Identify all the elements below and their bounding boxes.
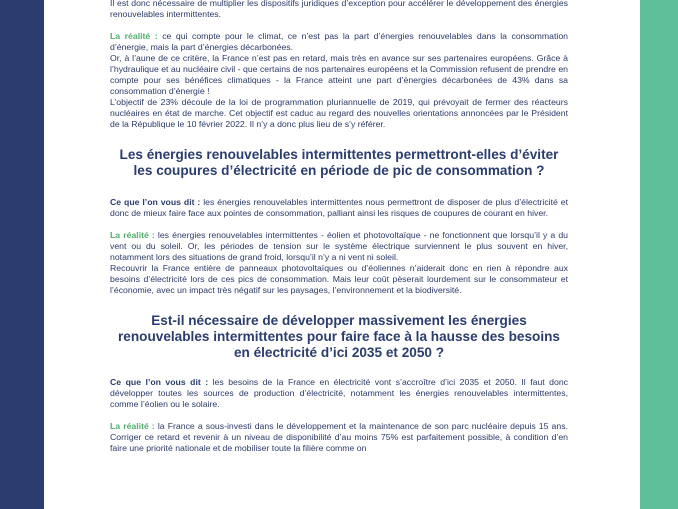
section-2-heading: Les énergies renouvelables intermittentes permettront-elles d’éviter les coupures d’électricité en période de pic de consommation ? bbox=[119, 147, 559, 178]
right-green-stripe bbox=[640, 0, 678, 509]
reality-paragraph-1: La réalité : ce qui compte pour le climat, ce n’est pas la part d’énergies renouvelables dans la consommation d’énergie, mais la part d’énergies décarbonées. bbox=[110, 31, 568, 52]
said-paragraph-2: Ce que l’on vous dit : les énergies renouvelables intermittentes nous permettront de disposer de plus d’électricité et donc de mieux faire face aux pointes de consommation, palliant ainsi les risques de coupures de courant en hiver. bbox=[110, 197, 569, 218]
said-label: Ce que l’on vous dit : bbox=[110, 197, 201, 207]
said-label: Ce que l’on vous dit : bbox=[110, 377, 209, 387]
reality-paragraph-6: La réalité : la France a sous-investi dans le développement et la maintenance de son parc nucléaire depuis 15 ans. Corriger ce retard et revenir à un niveau de disponibilité d’au moins 75% est parfaitement possible, à condition d’en faire une priorité nationale et de mobiliser toute la filière comme on bbox=[110, 421, 568, 453]
intro-paragraph: Il est donc nécessaire de multiplier les dispositifs juridiques d’exception pour accélérer le développement des énergies renouvelables intermittentes. bbox=[110, 0, 568, 19]
reality-paragraph-4: La réalité : les énergies renouvelables intermittentes - éolien et photovoltaïque - ne fonctionnent que lorsqu’il y a du vent ou du soleil. Or, les périodes de tension sur le système électrique surviennent le plus souvent en hiver, notamment lors des situations de grand froid, lorsqu’il n’y a ni vent ni soleil. bbox=[110, 230, 568, 262]
reality-paragraph-2: Or, à l’aune de ce critère, la France n’est pas en retard, mais très en avance sur ses partenaires européens. Grâce à l’hydraulique et au nucléaire civil - que certains de nos partenaires européens et la Commission refusent de prendre en compte pour ses bénéfices climatiques - la France atteint une part d’énergies décarbonées de 43% dans sa consommation d’énergie ! bbox=[110, 53, 568, 96]
reality-label: La réalité : bbox=[110, 421, 155, 431]
reality-label: La réalité : bbox=[110, 31, 158, 41]
section-3-heading: Est-il nécessaire de développer massivement les énergies renouvelables intermittentes pour faire face à la hausse des besoins en électricité d’ici 2035 et 2050 ? bbox=[118, 313, 560, 360]
reality-label: La réalité : bbox=[110, 230, 155, 240]
said-paragraph-3: Ce que l’on vous dit : les besoins de la France en électricité vont s’accroître d’ici 2035 et 2050. Il faut donc développer toutes les sources de production d’électricité, notamment les énergies renouvelables intermittentes, comme l’éolien ou le solaire. bbox=[110, 377, 568, 409]
left-navy-stripe bbox=[0, 0, 44, 509]
document-body bbox=[110, 0, 568, 454]
reality-paragraph-5: Recouvrir la France entière de panneaux photovoltaïques ou d’éoliennes n’aiderait donc en rien à répondre aux besoins d’électricité lors de ces pics de consommation. Mais leur coût pèserait lourdement sur le consommateur et l’économie, avec un impact très négatif sur les paysages, l’environnement et la biodiversité. bbox=[110, 263, 568, 295]
reality-paragraph-3: L’objectif de 23% découle de la loi de programmation pluriannuelle de 2019, qui prévoyait de fermer des réacteurs nucléaires en état de marche. Cet objectif est caduc au regard des nouvelles orientations annoncées par le Président de la République le 10 février 2022. Il n’y a donc plus lieu de s’y référer. bbox=[110, 97, 568, 129]
